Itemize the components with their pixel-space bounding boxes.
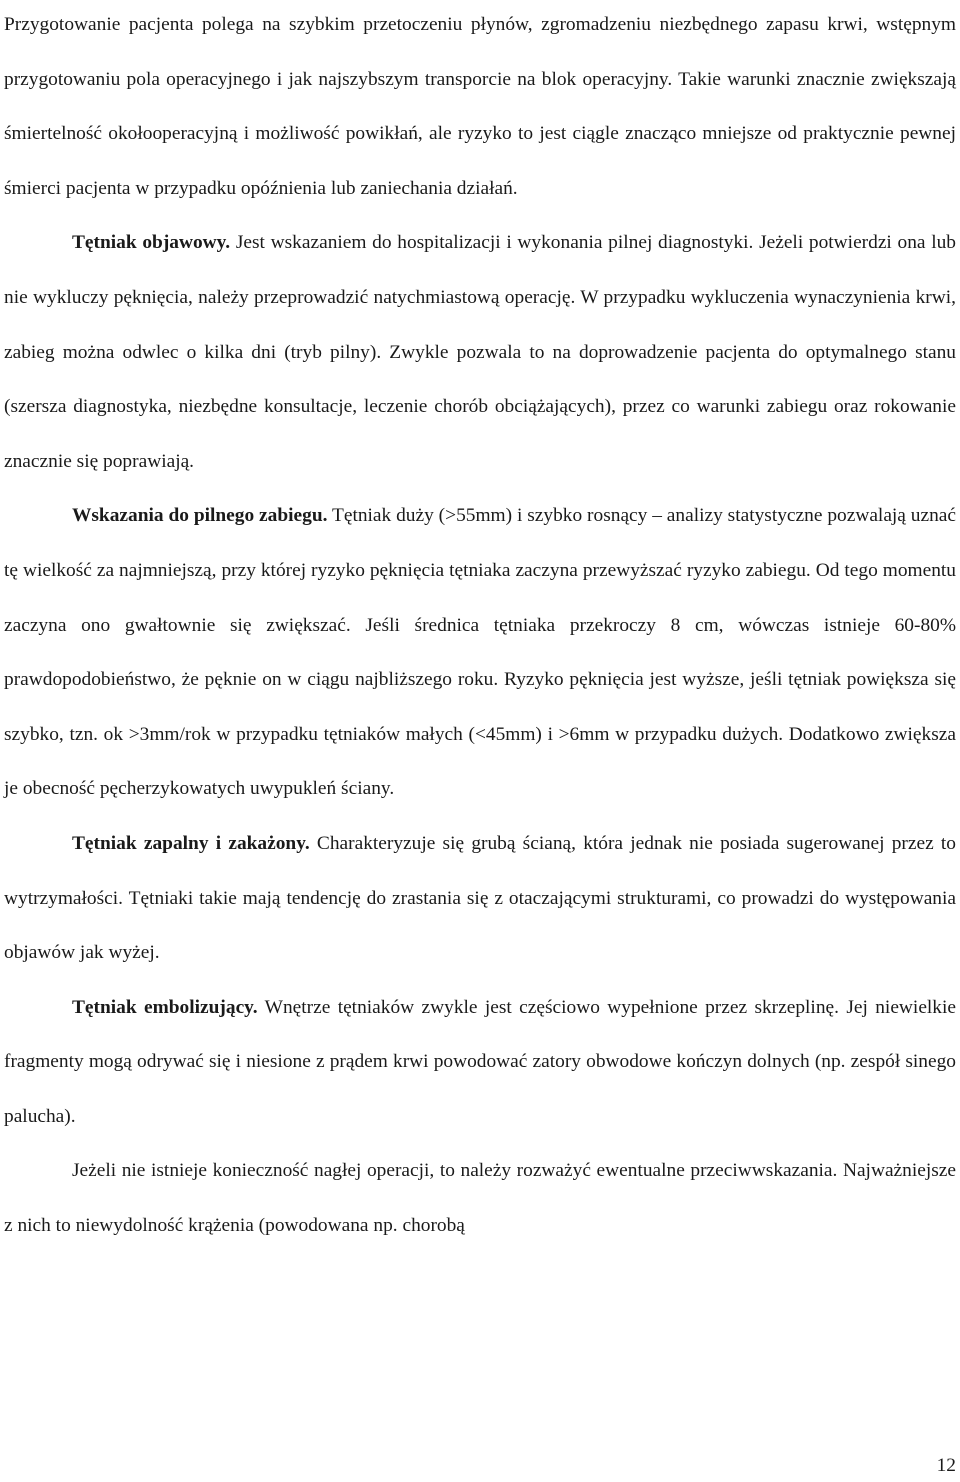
- paragraph-preparation: [4, 0, 956, 216]
- body-text: [4, 0, 956, 1254]
- paragraph-body: Jest wskazaniem do hospitalizacji i wykonania pilnej diagnostyki. Jeżeli potwierdzi ona lub nie wykluczy pęknięcia, należy przeprowadzić natychmiastową operację. W przypadku wykluczenia wynaczynienia krwi, zabieg można odwlec o kilka dni (tryb pilny). Zwykle pozwala to na doprowadzenie pacjenta do optymalnego stanu (szersza diagnostyka, niezbędne konsultacje, leczenie chorób obciążających), przez co warunki zabiegu oraz rokowanie znacznie się poprawiają.: [4, 232, 956, 472]
- page-number: 12: [936, 1455, 956, 1476]
- paragraph-contraindications: [4, 1144, 956, 1253]
- paragraph-heading: Wskazania do pilnego zabiegu.: [72, 505, 328, 527]
- paragraph-inflammatory-aneurysm: [4, 817, 956, 981]
- paragraph-heading: Tętniak embolizujący.: [72, 996, 258, 1018]
- paragraph-body: Charakteryzuje się grubą ścianą, która jednak nie posiada sugerowanej przez to wytrzymałości. Tętniaki takie mają tendencję do zrastania się z otaczającymi strukturami, co prowadzi do występowania objawów jak wyżej.: [4, 832, 956, 964]
- paragraph-symptomatic-aneurysm: [4, 216, 956, 489]
- paragraph-urgent-indications: [4, 489, 956, 817]
- paragraph-body: Przygotowanie pacjenta polega na szybkim przetoczeniu płynów, zgromadzeniu niezbędnego zapasu krwi, wstępnym przygotowaniu pola operacyjnego i jak najszybszym transporcie na blok operacyjny. Takie warunki znacznie zwiększają śmiertelność okołooperacyjną i możliwość powikłań, ale ryzyko to jest ciągle znacząco mniejsze od praktycznie pewnej śmierci pacjenta w przypadku opóźnienia lub zaniechania działań.: [4, 14, 956, 199]
- paragraph-body: Tętniak duży (>55mm) i szybko rosnący – analizy statystyczne pozwalają uznać tę wielkość za najmniejszą, przy której ryzyko pęknięcia tętniaka zaczyna przewyższać ryzyko zabiegu. Od tego momentu zaczyna ono gwałtownie się zwiększać. Jeśli średnica tętniaka przekroczy 8 cm, wówczas istnieje 60-80% prawdopodobieństwo, że pęknie on w ciągu najbliższego roku. Ryzyko pęknięcia jest wyższe, jeśli tętniak powiększa się szybko, tzn. ok >3mm/rok w przypadku tętniaków małych (<45mm) i >6mm w przypadku dużych. Dodatkowo zwiększa je obecność pęcherzykowatych uwypukleń ściany.: [4, 505, 957, 800]
- paragraph-embolizing-aneurysm: [4, 981, 956, 1145]
- paragraph-body: Jeżeli nie istnieje konieczność nagłej operacji, to należy rozważyć ewentualne przeciwwskazania. Najważniejsze z nich to niewydolność krążenia (powodowana np. chorobą: [4, 1160, 956, 1237]
- paragraph-heading: Tętniak zapalny i zakażony.: [72, 832, 310, 854]
- paragraph-heading: Tętniak objawowy.: [72, 232, 231, 254]
- paragraph-body: Wnętrze tętniaków zwykle jest częściowo wypełnione przez skrzeplinę. Jej niewielkie fragmenty mogą odrywać się i niesione z prądem krwi powodować zatory obwodowe kończyn dolnych (np. zespół sinego palucha).: [4, 996, 956, 1127]
